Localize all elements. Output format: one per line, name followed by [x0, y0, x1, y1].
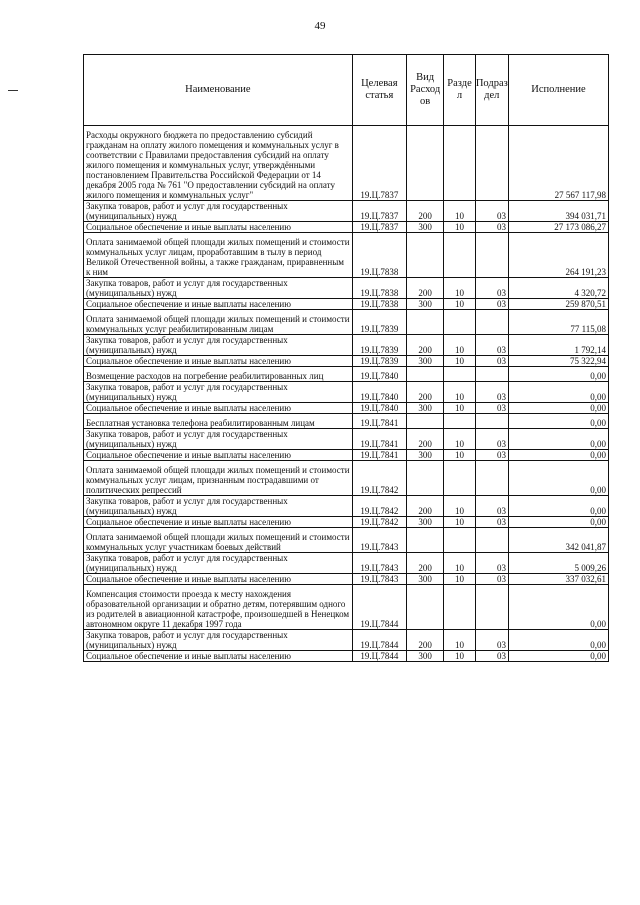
row-expense-type [406, 126, 444, 201]
row-name: Социальное обеспечение и иные выплаты населению [84, 356, 353, 367]
row-amount: 0,00 [508, 429, 608, 450]
row-section: 10 [444, 278, 475, 299]
table-row [84, 201, 609, 222]
row-section: 10 [444, 356, 475, 367]
row-target-code: 19.Ц.7840 [352, 382, 406, 403]
row-amount: 0,00 [508, 450, 608, 461]
row-target-code: 19.Ц.7842 [352, 496, 406, 517]
header-subsection: Подраз дел [475, 55, 508, 126]
row-amount: 0,00 [508, 367, 608, 382]
row-name: Закупка товаров, работ и услуг для государственных (муниципальных) нужд [84, 429, 353, 450]
row-target-code: 19.Ц.7843 [352, 574, 406, 585]
program-row [84, 461, 609, 496]
table-row [84, 299, 609, 310]
row-subsection [475, 585, 508, 630]
row-amount: 0,00 [508, 517, 608, 528]
row-section: 10 [444, 517, 475, 528]
row-section: 10 [444, 429, 475, 450]
row-section: 10 [444, 574, 475, 585]
row-expense-type: 300 [406, 403, 444, 414]
row-name: Закупка товаров, работ и услуг для государственных (муниципальных) нужд [84, 278, 353, 299]
row-amount: 27 567 117,98 [508, 126, 608, 201]
row-amount: 0,00 [508, 414, 608, 429]
row-name: Социальное обеспечение и иные выплаты населению [84, 517, 353, 528]
row-expense-type: 200 [406, 496, 444, 517]
row-section [444, 461, 475, 496]
row-section [444, 528, 475, 553]
row-amount: 5 009,26 [508, 553, 608, 574]
row-section: 10 [444, 222, 475, 233]
row-target-code: 19.Ц.7838 [352, 278, 406, 299]
row-name: Социальное обеспечение и иные выплаты населению [84, 651, 353, 662]
table-row [84, 278, 609, 299]
row-target-code: 19.Ц.7839 [352, 356, 406, 367]
row-amount: 337 032,61 [508, 574, 608, 585]
row-target-code: 19.Ц.7837 [352, 126, 406, 201]
margin-mark [8, 90, 18, 91]
row-amount: 27 173 086,27 [508, 222, 608, 233]
row-expense-type: 200 [406, 382, 444, 403]
program-row [84, 585, 609, 630]
table-row [84, 222, 609, 233]
table-row [84, 651, 609, 662]
row-target-code: 19.Ц.7838 [352, 299, 406, 310]
table-row [84, 517, 609, 528]
program-row [84, 310, 609, 335]
row-expense-type: 200 [406, 335, 444, 356]
row-target-code: 19.Ц.7844 [352, 630, 406, 651]
table-row [84, 335, 609, 356]
row-target-code: 19.Ц.7841 [352, 450, 406, 461]
row-subsection: 03 [475, 429, 508, 450]
row-expense-type [406, 461, 444, 496]
row-section [444, 126, 475, 201]
row-subsection [475, 367, 508, 382]
row-subsection: 03 [475, 574, 508, 585]
row-section: 10 [444, 403, 475, 414]
row-name: Социальное обеспечение и иные выплаты населению [84, 299, 353, 310]
row-target-code: 19.Ц.7839 [352, 310, 406, 335]
row-amount: 342 041,87 [508, 528, 608, 553]
table-row [84, 496, 609, 517]
row-amount: 264 191,23 [508, 233, 608, 278]
row-section: 10 [444, 382, 475, 403]
row-name: Оплата занимаемой общей площади жилых помещений и стоимости коммунальных услуг участникам боевых действий [84, 528, 353, 553]
table-row [84, 553, 609, 574]
row-target-code: 19.Ц.7844 [352, 585, 406, 630]
row-expense-type: 300 [406, 299, 444, 310]
row-amount: 77 115,08 [508, 310, 608, 335]
row-subsection [475, 414, 508, 429]
row-subsection [475, 310, 508, 335]
table-row [84, 403, 609, 414]
row-name: Бесплатная установка телефона реабилитированным лицам [84, 414, 353, 429]
row-section [444, 367, 475, 382]
row-subsection: 03 [475, 517, 508, 528]
row-amount: 0,00 [508, 651, 608, 662]
row-expense-type: 200 [406, 630, 444, 651]
row-expense-type [406, 414, 444, 429]
row-subsection: 03 [475, 450, 508, 461]
row-subsection: 03 [475, 356, 508, 367]
row-target-code: 19.Ц.7838 [352, 233, 406, 278]
program-row [84, 126, 609, 201]
row-amount: 394 031,71 [508, 201, 608, 222]
row-target-code: 19.Ц.7839 [352, 335, 406, 356]
row-target-code: 19.Ц.7843 [352, 553, 406, 574]
row-subsection: 03 [475, 201, 508, 222]
page-number: 49 [314, 20, 326, 32]
row-expense-type: 300 [406, 574, 444, 585]
row-subsection [475, 233, 508, 278]
row-target-code: 19.Ц.7844 [352, 651, 406, 662]
budget-table [83, 54, 609, 662]
header-section: Разде л [444, 55, 475, 126]
row-target-code: 19.Ц.7841 [352, 414, 406, 429]
row-section: 10 [444, 450, 475, 461]
row-amount: 0,00 [508, 403, 608, 414]
row-subsection: 03 [475, 403, 508, 414]
table-row [84, 574, 609, 585]
row-section: 10 [444, 299, 475, 310]
table-row [84, 382, 609, 403]
row-amount: 0,00 [508, 496, 608, 517]
program-row [84, 367, 609, 382]
row-target-code: 19.Ц.7842 [352, 461, 406, 496]
row-target-code: 19.Ц.7837 [352, 222, 406, 233]
row-subsection: 03 [475, 335, 508, 356]
row-expense-type: 300 [406, 222, 444, 233]
table-row [84, 450, 609, 461]
row-name: Закупка товаров, работ и услуг для государственных (муниципальных) нужд [84, 201, 353, 222]
row-expense-type: 300 [406, 651, 444, 662]
header-expense-type: Вид Расход ов [406, 55, 444, 126]
row-subsection: 03 [475, 222, 508, 233]
row-subsection [475, 528, 508, 553]
program-row [84, 414, 609, 429]
row-subsection [475, 126, 508, 201]
row-target-code: 19.Ц.7843 [352, 528, 406, 553]
row-target-code: 19.Ц.7841 [352, 429, 406, 450]
row-name: Закупка товаров, работ и услуг для государственных (муниципальных) нужд [84, 630, 353, 651]
row-section [444, 585, 475, 630]
row-name: Возмещение расходов на погребение реабилитированных лиц [84, 367, 353, 382]
row-name: Оплата занимаемой общей площади жилых помещений и стоимости коммунальных услуг лицам, признанным пострадавшими от политических репрессий [84, 461, 353, 496]
row-target-code: 19.Ц.7837 [352, 201, 406, 222]
row-section [444, 233, 475, 278]
row-name: Закупка товаров, работ и услуг для государственных (муниципальных) нужд [84, 382, 353, 403]
table-header [84, 55, 609, 126]
row-section: 10 [444, 496, 475, 517]
row-expense-type [406, 528, 444, 553]
header-name: Наименование [84, 55, 353, 126]
row-expense-type [406, 585, 444, 630]
row-subsection: 03 [475, 651, 508, 662]
row-name: Закупка товаров, работ и услуг для государственных (муниципальных) нужд [84, 496, 353, 517]
row-expense-type: 200 [406, 429, 444, 450]
row-subsection: 03 [475, 496, 508, 517]
program-row [84, 233, 609, 278]
row-name: Закупка товаров, работ и услуг для государственных (муниципальных) нужд [84, 553, 353, 574]
row-expense-type: 300 [406, 450, 444, 461]
row-subsection [475, 461, 508, 496]
row-expense-type [406, 310, 444, 335]
row-section [444, 414, 475, 429]
row-section: 10 [444, 335, 475, 356]
row-subsection: 03 [475, 299, 508, 310]
row-section: 10 [444, 630, 475, 651]
row-amount: 0,00 [508, 630, 608, 651]
row-section [444, 310, 475, 335]
row-section: 10 [444, 553, 475, 574]
row-name: Оплата занимаемой общей площади жилых помещений и стоимости коммунальных услуг лицам, проработавшим в тылу в период Великой Отечественной войны, а также гражданам, приравненным к ним [84, 233, 353, 278]
row-expense-type: 200 [406, 201, 444, 222]
table-row [84, 356, 609, 367]
row-name: Социальное обеспечение и иные выплаты населению [84, 574, 353, 585]
row-amount: 4 320,72 [508, 278, 608, 299]
row-subsection: 03 [475, 278, 508, 299]
row-amount: 0,00 [508, 461, 608, 496]
table-body [84, 126, 609, 662]
row-amount: 1 792,14 [508, 335, 608, 356]
row-expense-type: 300 [406, 517, 444, 528]
row-expense-type: 300 [406, 356, 444, 367]
row-name: Расходы окружного бюджета по предоставлению субсидий гражданам на оплату жилого помещения и коммунальных услуг в соответствии с Правилами предоставления субсидий на оплату жилого помещения и коммунальных услуг, утверждёнными постановлением Правительства Российской Федерации от 14 декабря 2005 года № 761 "О предоставлении субсидий на оплату жилого помещения и коммунальных услуг" [84, 126, 353, 201]
row-target-code: 19.Ц.7840 [352, 367, 406, 382]
row-name: Закупка товаров, работ и услуг для государственных (муниципальных) нужд [84, 335, 353, 356]
row-expense-type [406, 367, 444, 382]
table-row [84, 630, 609, 651]
row-target-code: 19.Ц.7840 [352, 403, 406, 414]
row-name: Социальное обеспечение и иные выплаты населению [84, 450, 353, 461]
row-name: Социальное обеспечение и иные выплаты населению [84, 403, 353, 414]
table-row [84, 429, 609, 450]
row-amount: 75 322,94 [508, 356, 608, 367]
row-amount: 0,00 [508, 382, 608, 403]
row-subsection: 03 [475, 553, 508, 574]
row-section: 10 [444, 201, 475, 222]
row-expense-type [406, 233, 444, 278]
row-subsection: 03 [475, 382, 508, 403]
row-name: Социальное обеспечение и иные выплаты населению [84, 222, 353, 233]
program-row [84, 528, 609, 553]
row-section: 10 [444, 651, 475, 662]
header-execution: Исполнение [508, 55, 608, 126]
header-code: Целевая статья [352, 55, 406, 126]
row-target-code: 19.Ц.7842 [352, 517, 406, 528]
row-amount: 0,00 [508, 585, 608, 630]
row-subsection: 03 [475, 630, 508, 651]
row-expense-type: 200 [406, 278, 444, 299]
row-expense-type: 200 [406, 553, 444, 574]
row-amount: 259 870,51 [508, 299, 608, 310]
row-name: Компенсация стоимости проезда к месту нахождения образовательной организации и обратно детям, потерявшим одного из родителей в авиационной катастрофе, произошедшей в Ненецком автономном округе 11 декабря 1997 года [84, 585, 353, 630]
row-name: Оплата занимаемой общей площади жилых помещений и стоимости коммунальных услуг реабилитированным лицам [84, 310, 353, 335]
